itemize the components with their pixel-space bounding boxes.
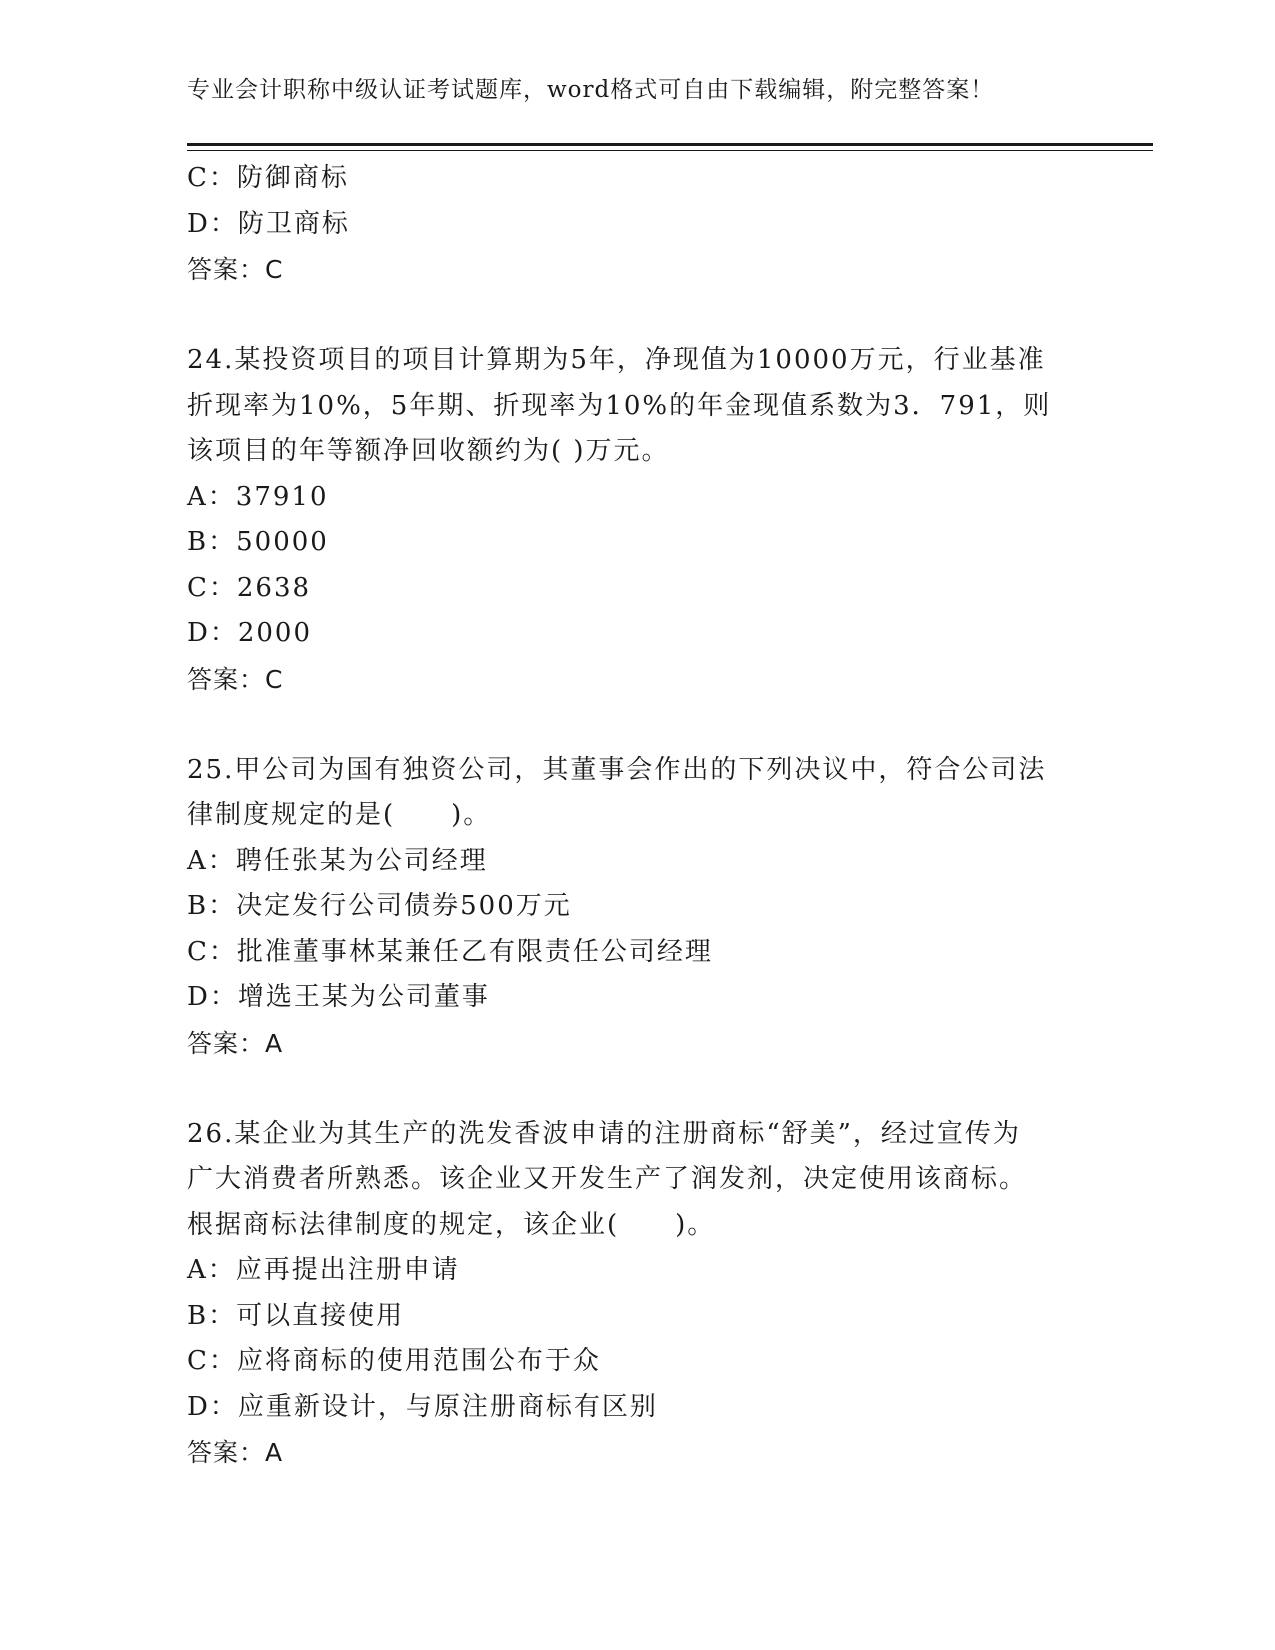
question-text-line: 26.某企业为其生产的洗发香波申请的注册商标“舒美”，经过宣传为	[187, 1118, 1021, 1149]
spacer	[187, 702, 1087, 748]
option-line: C：2638	[187, 572, 312, 603]
answer-line: 答案：A	[187, 1438, 284, 1467]
spacer	[187, 1066, 1087, 1112]
question-23-continuation	[187, 156, 1087, 293]
question-text-line: 根据商标法律制度的规定，该企业( )。	[187, 1209, 716, 1240]
answer-line: 答案：C	[187, 664, 284, 694]
option-line: C：防御商标	[187, 163, 349, 193]
option-line: B：可以直接使用	[187, 1300, 405, 1331]
spacer	[187, 293, 1087, 339]
option-line: A：聘任张某为公司经理	[187, 845, 488, 876]
document-body	[187, 156, 1087, 1476]
option-line: D：防卫商标	[187, 208, 350, 239]
answer-line: 答案：A	[187, 1028, 284, 1058]
header-rule-thin	[187, 150, 1153, 151]
option-line: B：50000	[187, 527, 329, 557]
option-line: A：应再提出注册申请	[187, 1255, 460, 1285]
answer-line: 答案：C	[187, 255, 284, 284]
question-24	[187, 338, 1087, 702]
option-line: D：增选王某为公司董事	[187, 982, 490, 1012]
header-rule	[187, 143, 1153, 146]
option-line: A：37910	[187, 481, 329, 512]
question-text-line: 24.某投资项目的项目计算期为5年，净现值为10000万元，行业基准	[187, 345, 1046, 375]
question-26	[187, 1112, 1087, 1476]
option-line: D：2000	[187, 618, 313, 648]
question-text-line: 折现率为10%，5年期、折现率为10%的年金现值系数为3．791，则	[187, 390, 1052, 421]
question-text-line: 广大消费者所熟悉。该企业又开发生产了润发剂，决定使用该商标。	[187, 1164, 1028, 1194]
option-line: D：应重新设计，与原注册商标有区别	[187, 1391, 658, 1422]
question-text-line: 律制度规定的是( )。	[187, 800, 492, 830]
option-line: C：批准董事林某兼任乙有限责任公司经理	[187, 936, 713, 967]
page-header: 专业会计职称中级认证考试题库，word格式可自由下载编辑，附完整答案！	[187, 77, 995, 103]
option-line: B：决定发行公司债券500万元	[187, 891, 572, 921]
question-text-line: 该项目的年等额净回收额约为( )万元。	[187, 436, 670, 466]
question-text-line: 25.甲公司为国有独资公司，其董事会作出的下列决议中，符合公司法	[187, 754, 1047, 785]
question-25	[187, 748, 1087, 1067]
option-line: C：应将商标的使用范围公布于众	[187, 1346, 601, 1376]
